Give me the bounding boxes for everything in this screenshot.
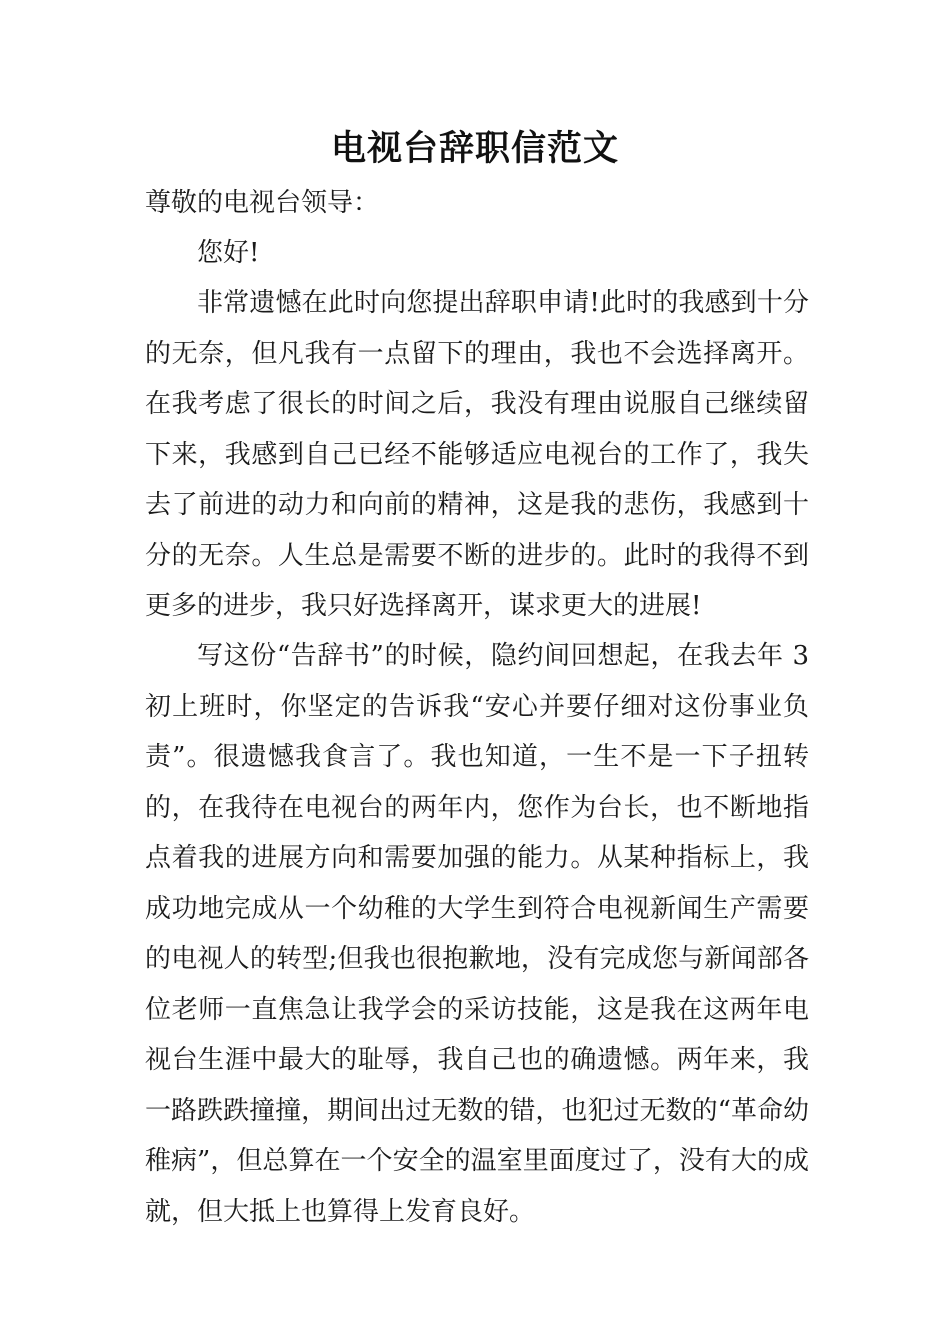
body-paragraph: 非常遗憾在此时向您提出辞职申请!此时的我感到十分的无奈，但凡我有一点留下的理由，我也不会选择离开。在我考虑了很长的时间之后，我没有理由说服自己继续留下来，我感到自己已经不能够适应电视台的工作了，我失去了前进的动力和向前的精神，这是我的悲伤，我感到十分的无奈。人生总是需要不断的进步的。此时的我得不到更多的进步，我只好选择离开，谋求更大的进展! xyxy=(145,288,809,621)
salutation: 尊敬的电视台领导： xyxy=(145,188,380,218)
greeting: 您好! xyxy=(197,238,260,268)
body-paragraph: 写这份“告辞书”的时候，隐约间回想起，在我去年 3 初上班时，你坚定的告诉我“安心并要仔细对这份事业负责”。很遗憾我食言了。我也知道，一生不是一下子扭转的，在我待在电视台的两年内，您作为台长，也不断地指点着我的进展方向和需要加强的能力。从某种指标上，我成功地完成从一个幼稚的大学生到符合电视新闻生产需要的电视人的转型;但我也很抱歉地，没有完成您与新闻部各位老师一直焦急让我学会的采访技能，这是我在这两年电视台生涯中最大的耻辱，我自己也的确遗憾。两年来，我一路跌跌撞撞，期间出过无数的错，也犯过无数的“革命幼稚病”，但总算在一个安全的温室里面度过了，没有大的成就，但大抵上也算得上发育良好。 xyxy=(145,641,809,1227)
document-title: 电视台辞职信范文 xyxy=(330,129,619,169)
